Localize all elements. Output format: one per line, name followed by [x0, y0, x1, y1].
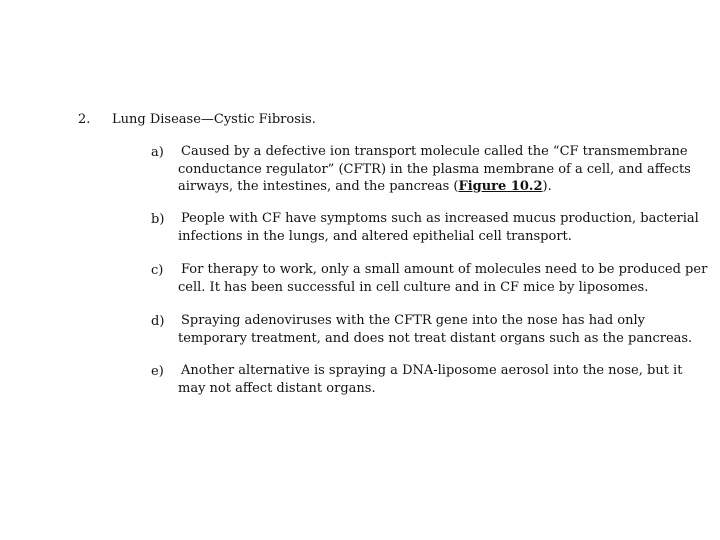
item-text-a-part1: Caused by a defective ion transport molecule called the “CF transmembrane conductance regulator” (CFTR) in the plasma membrane of a cell, and affects airways, the intestines, and the pancreas ( — [178, 144, 691, 194]
section-title: Lung Disease—Cystic Fibrosis. — [112, 112, 316, 127]
item-text-c: For therapy to work, only a small amount of molecules need to be produced per cell. It has been successful in cell culture and in CF mice by liposomes. — [178, 262, 708, 295]
figure-10-2-link[interactable]: Figure 10.2 — [458, 179, 543, 194]
item-marker-b: b) — [151, 212, 165, 227]
item-text-a — [178, 143, 713, 196]
item-marker-c: c) — [151, 263, 164, 278]
item-marker-e: e) — [151, 364, 164, 379]
item-text-e: Another alternative is spraying a DNA-liposome aerosol into the nose, but it may not affect distant organs. — [178, 363, 683, 396]
item-marker-d: d) — [151, 314, 165, 329]
item-marker-a: a) — [151, 145, 164, 160]
item-text-d: Spraying adenoviruses with the CFTR gene into the nose has had only temporary treatment, and does not treat distant organs such as the pancreas. — [178, 313, 693, 346]
section-number: 2. — [78, 112, 91, 127]
item-text-b: People with CF have symptoms such as increased mucus production, bacterial infections in the lungs, and altered epithelial cell transport. — [178, 211, 699, 244]
item-text-a-part2: ). — [542, 179, 552, 194]
